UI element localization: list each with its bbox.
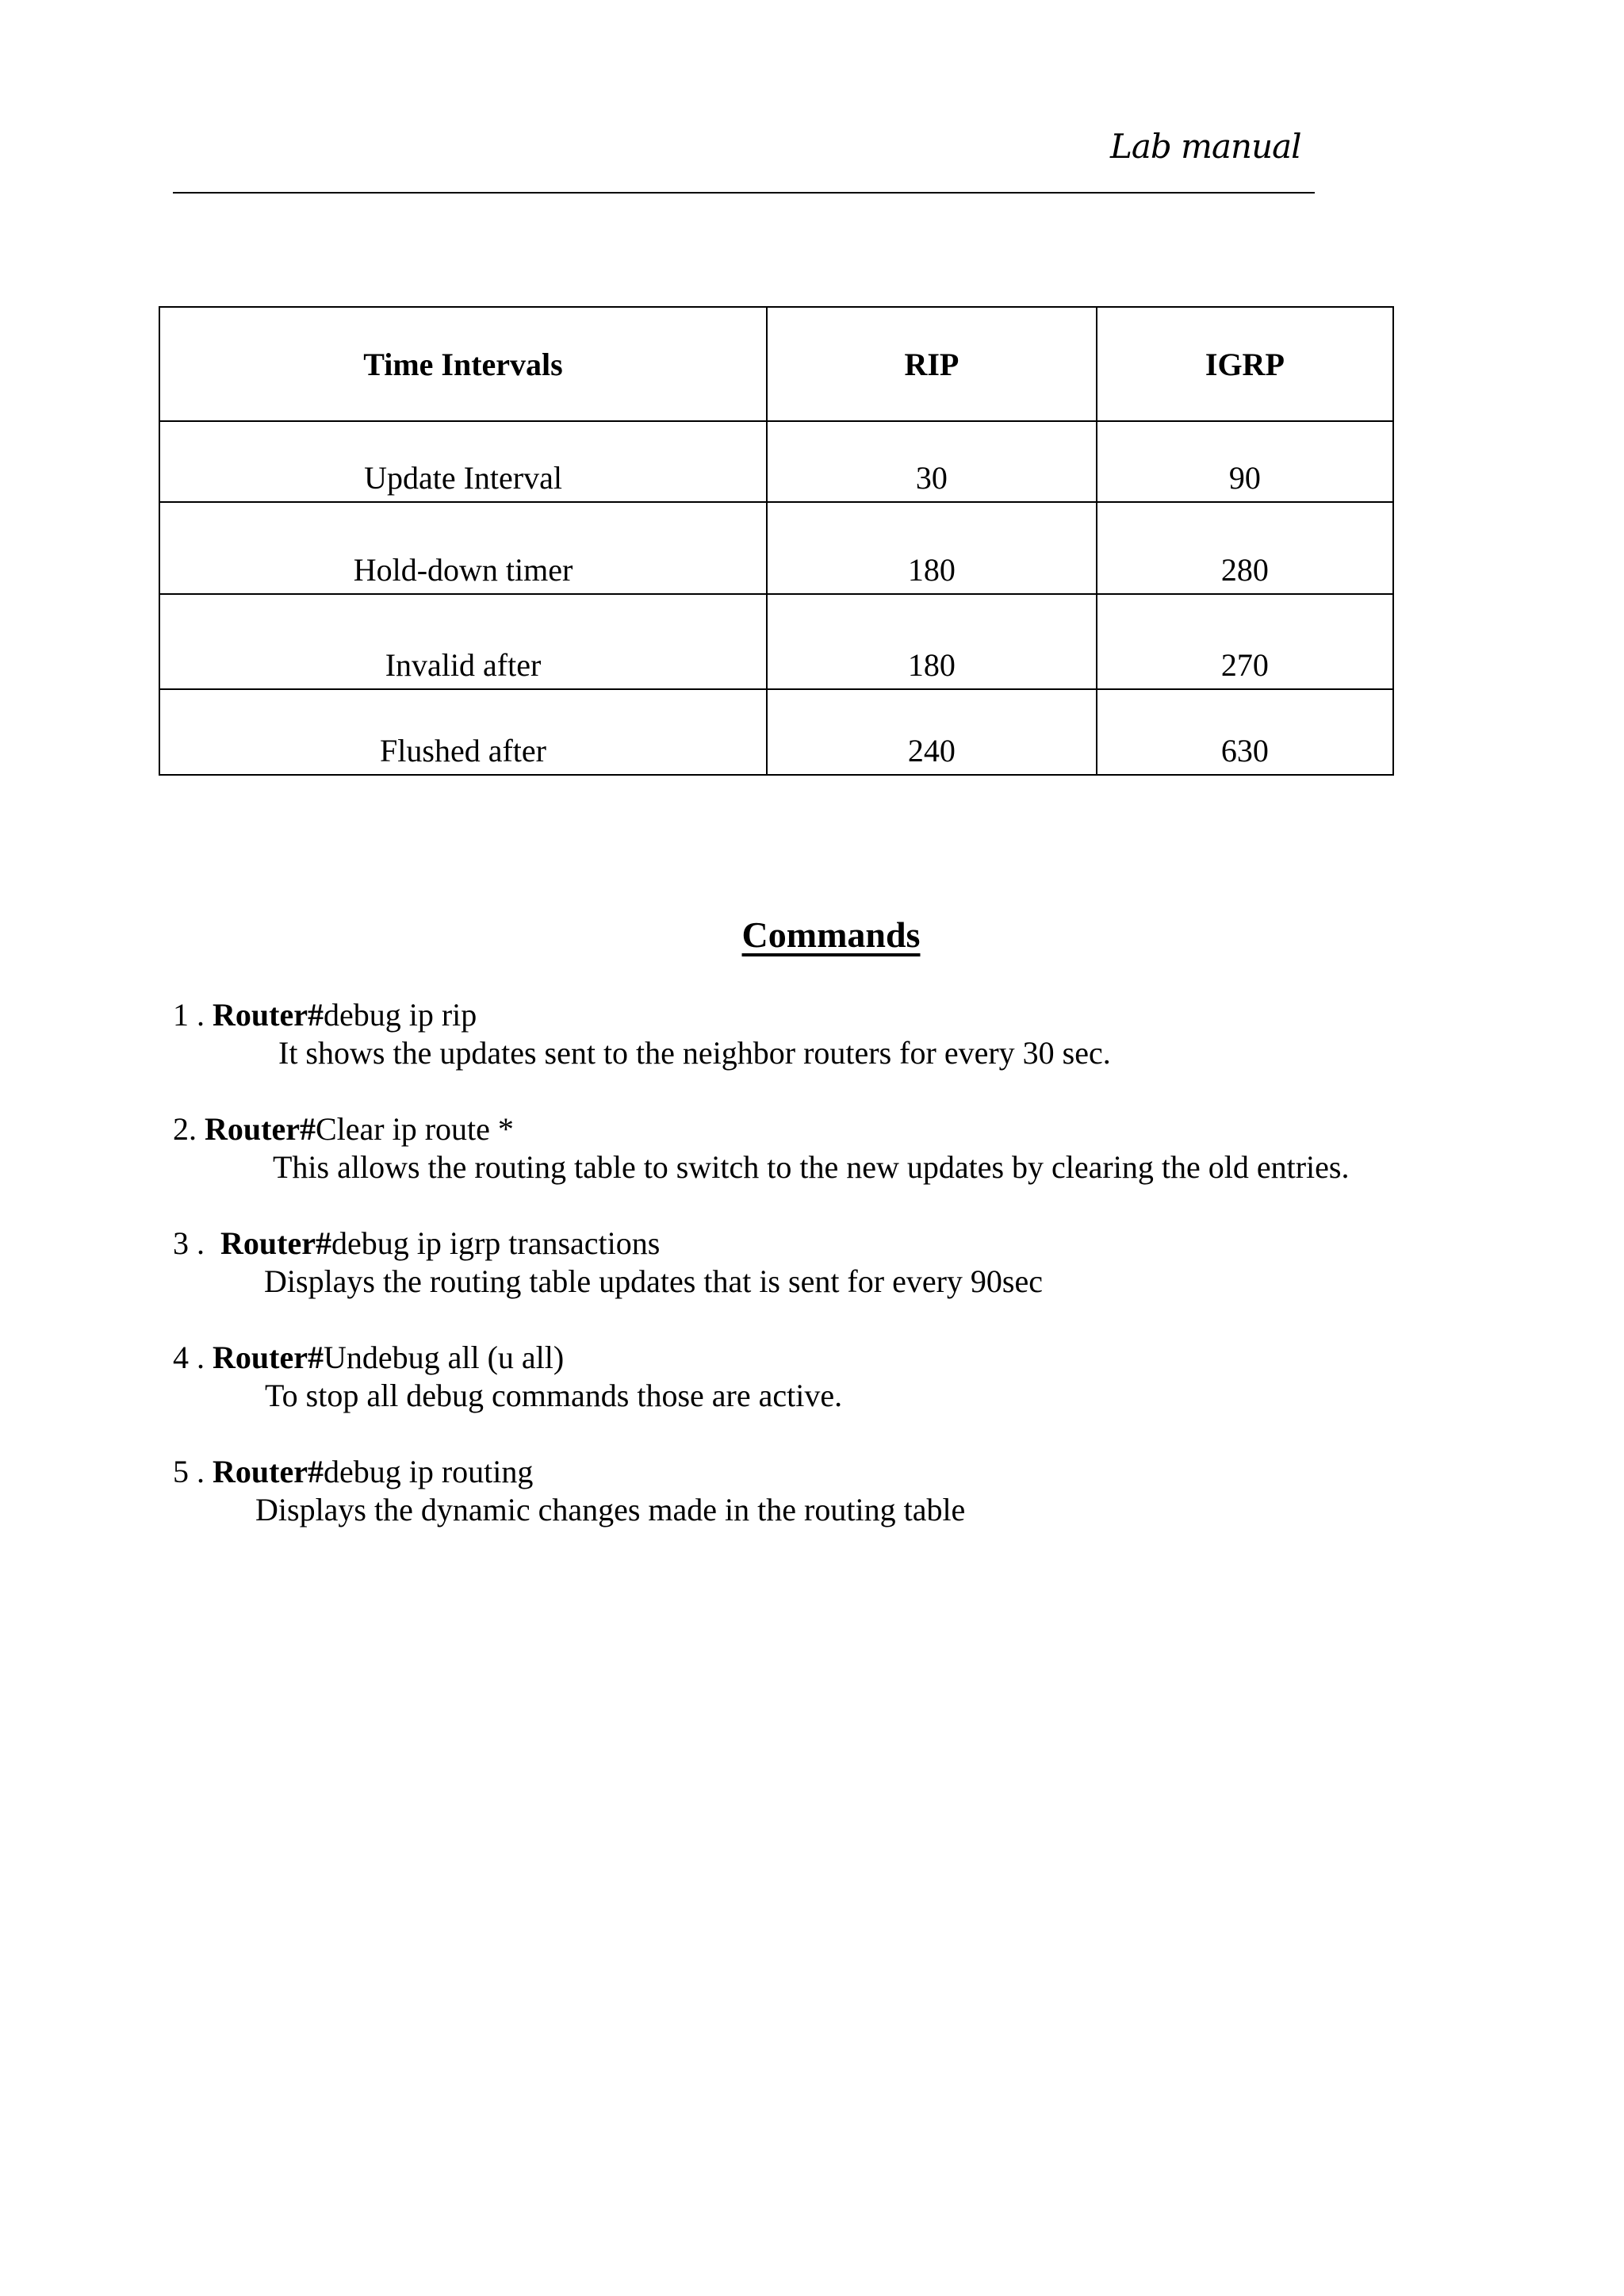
command-text: debug ip igrp transactions	[331, 1225, 661, 1261]
table-cell-label: Update Interval	[159, 421, 767, 502]
table-cell-rip: 180	[767, 502, 1097, 594]
command-item-5	[173, 1453, 965, 1529]
command-number: 1 .	[173, 997, 213, 1033]
table-cell-igrp: 90	[1097, 421, 1393, 502]
header-cell-rip: RIP	[767, 307, 1097, 421]
header-cell-igrp: IGRP	[1097, 307, 1393, 421]
command-description: Displays the dynamic changes made in the routing table	[255, 1492, 966, 1527]
command-item-2	[173, 1110, 1349, 1186]
timers-table	[159, 306, 1394, 776]
command-item-4	[173, 1339, 842, 1415]
commands-title: Commands	[741, 914, 921, 955]
table-cell-rip: 30	[767, 421, 1097, 502]
table-row	[159, 689, 1393, 775]
command-description: To stop all debug commands those are active.	[265, 1378, 843, 1413]
table-cell-label: Flushed after	[159, 689, 767, 775]
table-row	[159, 421, 1393, 502]
table-cell-rip: 180	[767, 594, 1097, 689]
command-description: It shows the updates sent to the neighbor routers for every 30 sec.	[278, 1035, 1111, 1071]
command-number: 5 .	[173, 1454, 213, 1489]
command-item-1	[173, 996, 1111, 1072]
command-prompt: Router#	[213, 1454, 324, 1489]
table-cell-rip: 240	[767, 689, 1097, 775]
command-description: This allows the routing table to switch to the new updates by clearing the old entries.	[273, 1149, 1350, 1185]
command-text: Undebug all (u all)	[323, 1340, 565, 1375]
header-rule	[173, 192, 1315, 194]
command-number: 2.	[173, 1111, 205, 1147]
table-row	[159, 502, 1393, 594]
table-cell-label: Invalid after	[159, 594, 767, 689]
table-cell-igrp: 270	[1097, 594, 1393, 689]
table-cell-igrp: 630	[1097, 689, 1393, 775]
command-number: 3 .	[173, 1225, 220, 1261]
command-number: 4 .	[173, 1340, 213, 1375]
command-text: Clear ip route *	[315, 1111, 514, 1147]
table-cell-igrp: 280	[1097, 502, 1393, 594]
command-text: debug ip routing	[323, 1454, 534, 1489]
command-prompt: Router#	[213, 997, 324, 1033]
command-prompt: Router#	[205, 1111, 316, 1147]
table-cell-label: Hold-down timer	[159, 502, 767, 594]
header-title: Lab manual	[1110, 127, 1301, 166]
command-prompt: Router#	[213, 1340, 324, 1375]
command-prompt: Router#	[220, 1225, 331, 1261]
command-item-3	[173, 1225, 1043, 1301]
header-cell-time-intervals: Time Intervals	[159, 307, 767, 421]
table-row	[159, 594, 1393, 689]
table-header-row	[159, 307, 1393, 421]
command-description: Displays the routing table updates that is sent for every 90sec	[264, 1263, 1043, 1299]
command-text: debug ip rip	[323, 997, 477, 1033]
